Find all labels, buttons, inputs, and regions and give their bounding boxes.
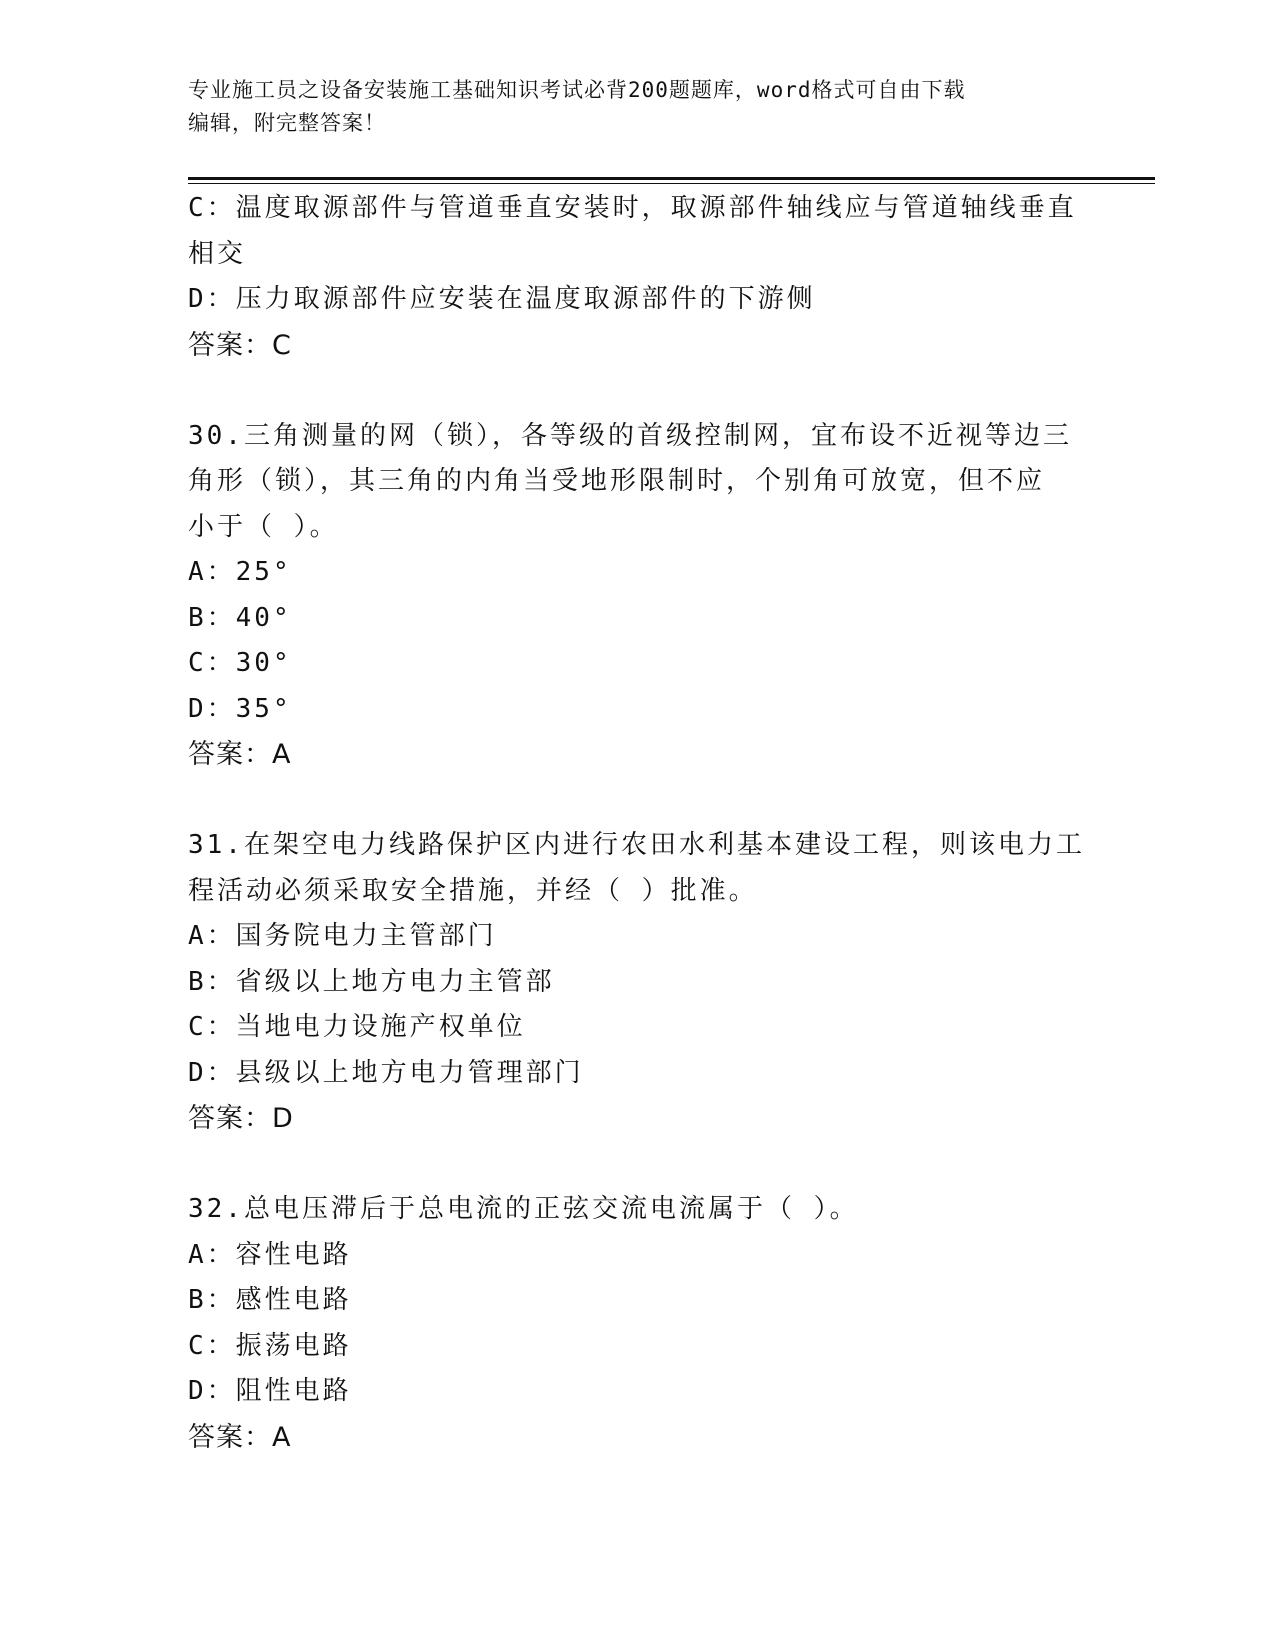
option-b: B：感性电路 — [188, 1285, 352, 1315]
answer: 答案：D — [188, 1103, 294, 1134]
question-text: 30.三角测量的网（锁），各等级的首级控制网，宜布设不近视等边三 — [188, 420, 1072, 451]
answer: 答案：A — [188, 1421, 292, 1453]
header-divider-thin — [188, 183, 1155, 184]
question-31 — [188, 823, 1088, 1142]
option-c: C：温度取源部件与管道垂直安装时，取源部件轴线应与管道轴线垂直 — [188, 193, 1077, 223]
option-a: A：国务院电力主管部门 — [188, 921, 497, 951]
header-title-line1: 专业施工员之设备安装施工基础知识考试必背200题题库，word格式可自由下载 — [188, 78, 966, 102]
option-c: C：当地电力设施产权单位 — [188, 1012, 526, 1042]
question-text-continued: 程活动必须采取安全措施，并经（ ）批准。 — [188, 875, 758, 906]
answer: 答案：A — [188, 739, 292, 770]
question-text-continued: 角形（锁），其三角的内角当受地形限制时，个别角可放宽，但不应 — [188, 466, 1046, 496]
option-d: D：压力取源部件应安装在温度取源部件的下游侧 — [188, 284, 816, 314]
option-d: D：县级以上地方电力管理部门 — [188, 1057, 584, 1088]
option-b: B：40° — [188, 602, 292, 633]
option-d: D：35° — [188, 693, 292, 724]
option-d: D：阻性电路 — [188, 1376, 352, 1406]
question-30 — [188, 414, 1088, 778]
header-divider — [188, 177, 1155, 180]
question-text-continued: 小于（ ）。 — [188, 511, 339, 542]
option-c: C：振荡电路 — [188, 1330, 352, 1361]
document-header — [188, 74, 1088, 140]
question-29 — [188, 186, 1088, 368]
header-title-line2: 编辑，附完整答案！ — [188, 111, 386, 135]
option-a: A：容性电路 — [188, 1239, 352, 1270]
option-a: A：25° — [188, 557, 292, 587]
question-text: 31.在架空电力线路保护区内进行农田水利基本建设工程，则该电力工 — [188, 830, 1085, 860]
option-c: C：30° — [188, 648, 292, 678]
question-list — [188, 186, 1088, 1460]
answer: 答案：C — [188, 329, 292, 361]
option-c-continued: 相交 — [188, 238, 247, 269]
option-b: B：省级以上地方电力主管部 — [188, 966, 555, 997]
question-text: 32.总电压滞后于总电流的正弦交流电流属于（ ）。 — [188, 1194, 859, 1224]
question-32 — [188, 1187, 1088, 1460]
